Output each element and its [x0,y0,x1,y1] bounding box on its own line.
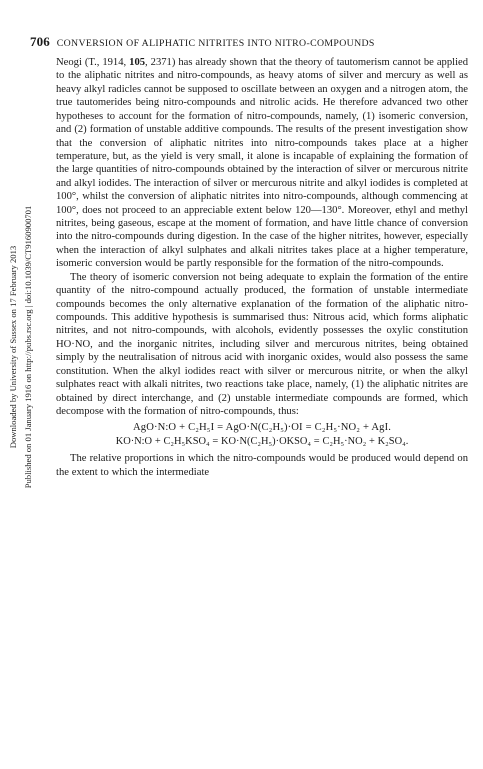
equation-potassium-nitrite: KO·N:O + C₂H₅KSO₄ = KO·N(C₂H₅)·OKSO₄ = C₂H₅·NO₂ + K₂SO₄. [115,436,409,448]
publication-watermark [21,0,35,769]
article-body [56,56,468,479]
running-title: CONVERSION OF ALIPHATIC NITRITES INTO NITRO-COMPOUNDS [56,38,375,49]
citation-author: Neogi (T., 1914, [56,57,130,68]
page-number: 706 [30,34,50,49]
paragraph-1-text: , 2371) has already shown that the theory of tautomerism cannot be applied to the aliphatic nitrites and nitro-compounds, as heavy atoms of silver and mercury as well as heavy alkyl radicles cannot be supposed to oscillate between an oxygen and a nitrogen atom, the true tautomerides being nitro-compounds and nitrolic acids. He therefore advanced two other hypotheses to account for the formation of nitro-compounds, namely, (1) isomeric conversion, and (2) formation of unstable additive compounds. The results of the present investigation show that the conversion of aliphatic nitrites into nitro-compounds takes place at a higher temperature, but, as the yield is very small, it alone is incapable of explaining the formation of the large quantities of nitro-compounds obtained by the interaction of silver or mercurous nitrite and alkyl iodides. The interaction of silver or mercurous nitrite and alkyl iodides is completed at 100°, whilst the conversion of aliphatic nitrites into nitro-compounds, although commencing at 100°, does not proceed to an appreciable extent below 120—130°. Moreover, ethyl and methyl nitrites, being gaseous, escape at the moment of formation, and have little chance of conversion into the nitro-compounds during digestion. In the case of the higher nitrites, however, especially when the interaction of alkyl sulphates and alkali nitrites takes place at a higher temperature, isomeric conversion would be partly responsible for the formation of the nitro-compounds. [56,57,469,270]
citation-volume: 105 [129,57,146,68]
page-header [30,34,450,50]
download-watermark [6,0,20,769]
paragraph-1 [56,56,468,271]
publish-note: Published on 01 January 1916 on http://pubs.rsc.org | doi:10.1039/CT9160900701 [23,205,33,489]
equations [56,421,468,449]
paragraph-2: The theory of isomeric conversion not being adequate to explain the formation of the entire quantity of the nitro-compound actually produced, the formation of unstable intermediate compounds becomes the only alternative explanation of the formation of the aliphatic nitro-compounds. This additive hypothesis is summarised thus: Nitrous acid, which forms aliphatic nitrites, and not nitro-compounds, with alcohols, evidently possesses the oxylic constitution HO·NO, and the inorganic nitrites, including silver and mercurous nitrites, being obtained simply by the neutralisation of nitrous acid with inorganic oxides, would also possess the same constitution. When the alkyl iodides react with silver or mercurous nitrite, or when the alkyl sulphates react with alkali nitrites, two reactions take place, namely, (1) the aliphatic nitrites are obtained by direct interchange, and (2) unstable intermediate compounds are formed, which decompose with the formation of nitro-compounds, thus: [56,271,468,417]
download-note: Downloaded by University of Sussex on 17 February 2013 [8,245,18,449]
equation-silver-nitrite: AgO·N:O + C₂H₅I = AgO·N(C₂H₅)·OI = C₂H₅·NO₂ + AgI. [133,422,391,434]
paragraph-3: The relative proportions in which the nitro-compounds would be produced would depend on the extent to which the intermediate [56,453,468,478]
